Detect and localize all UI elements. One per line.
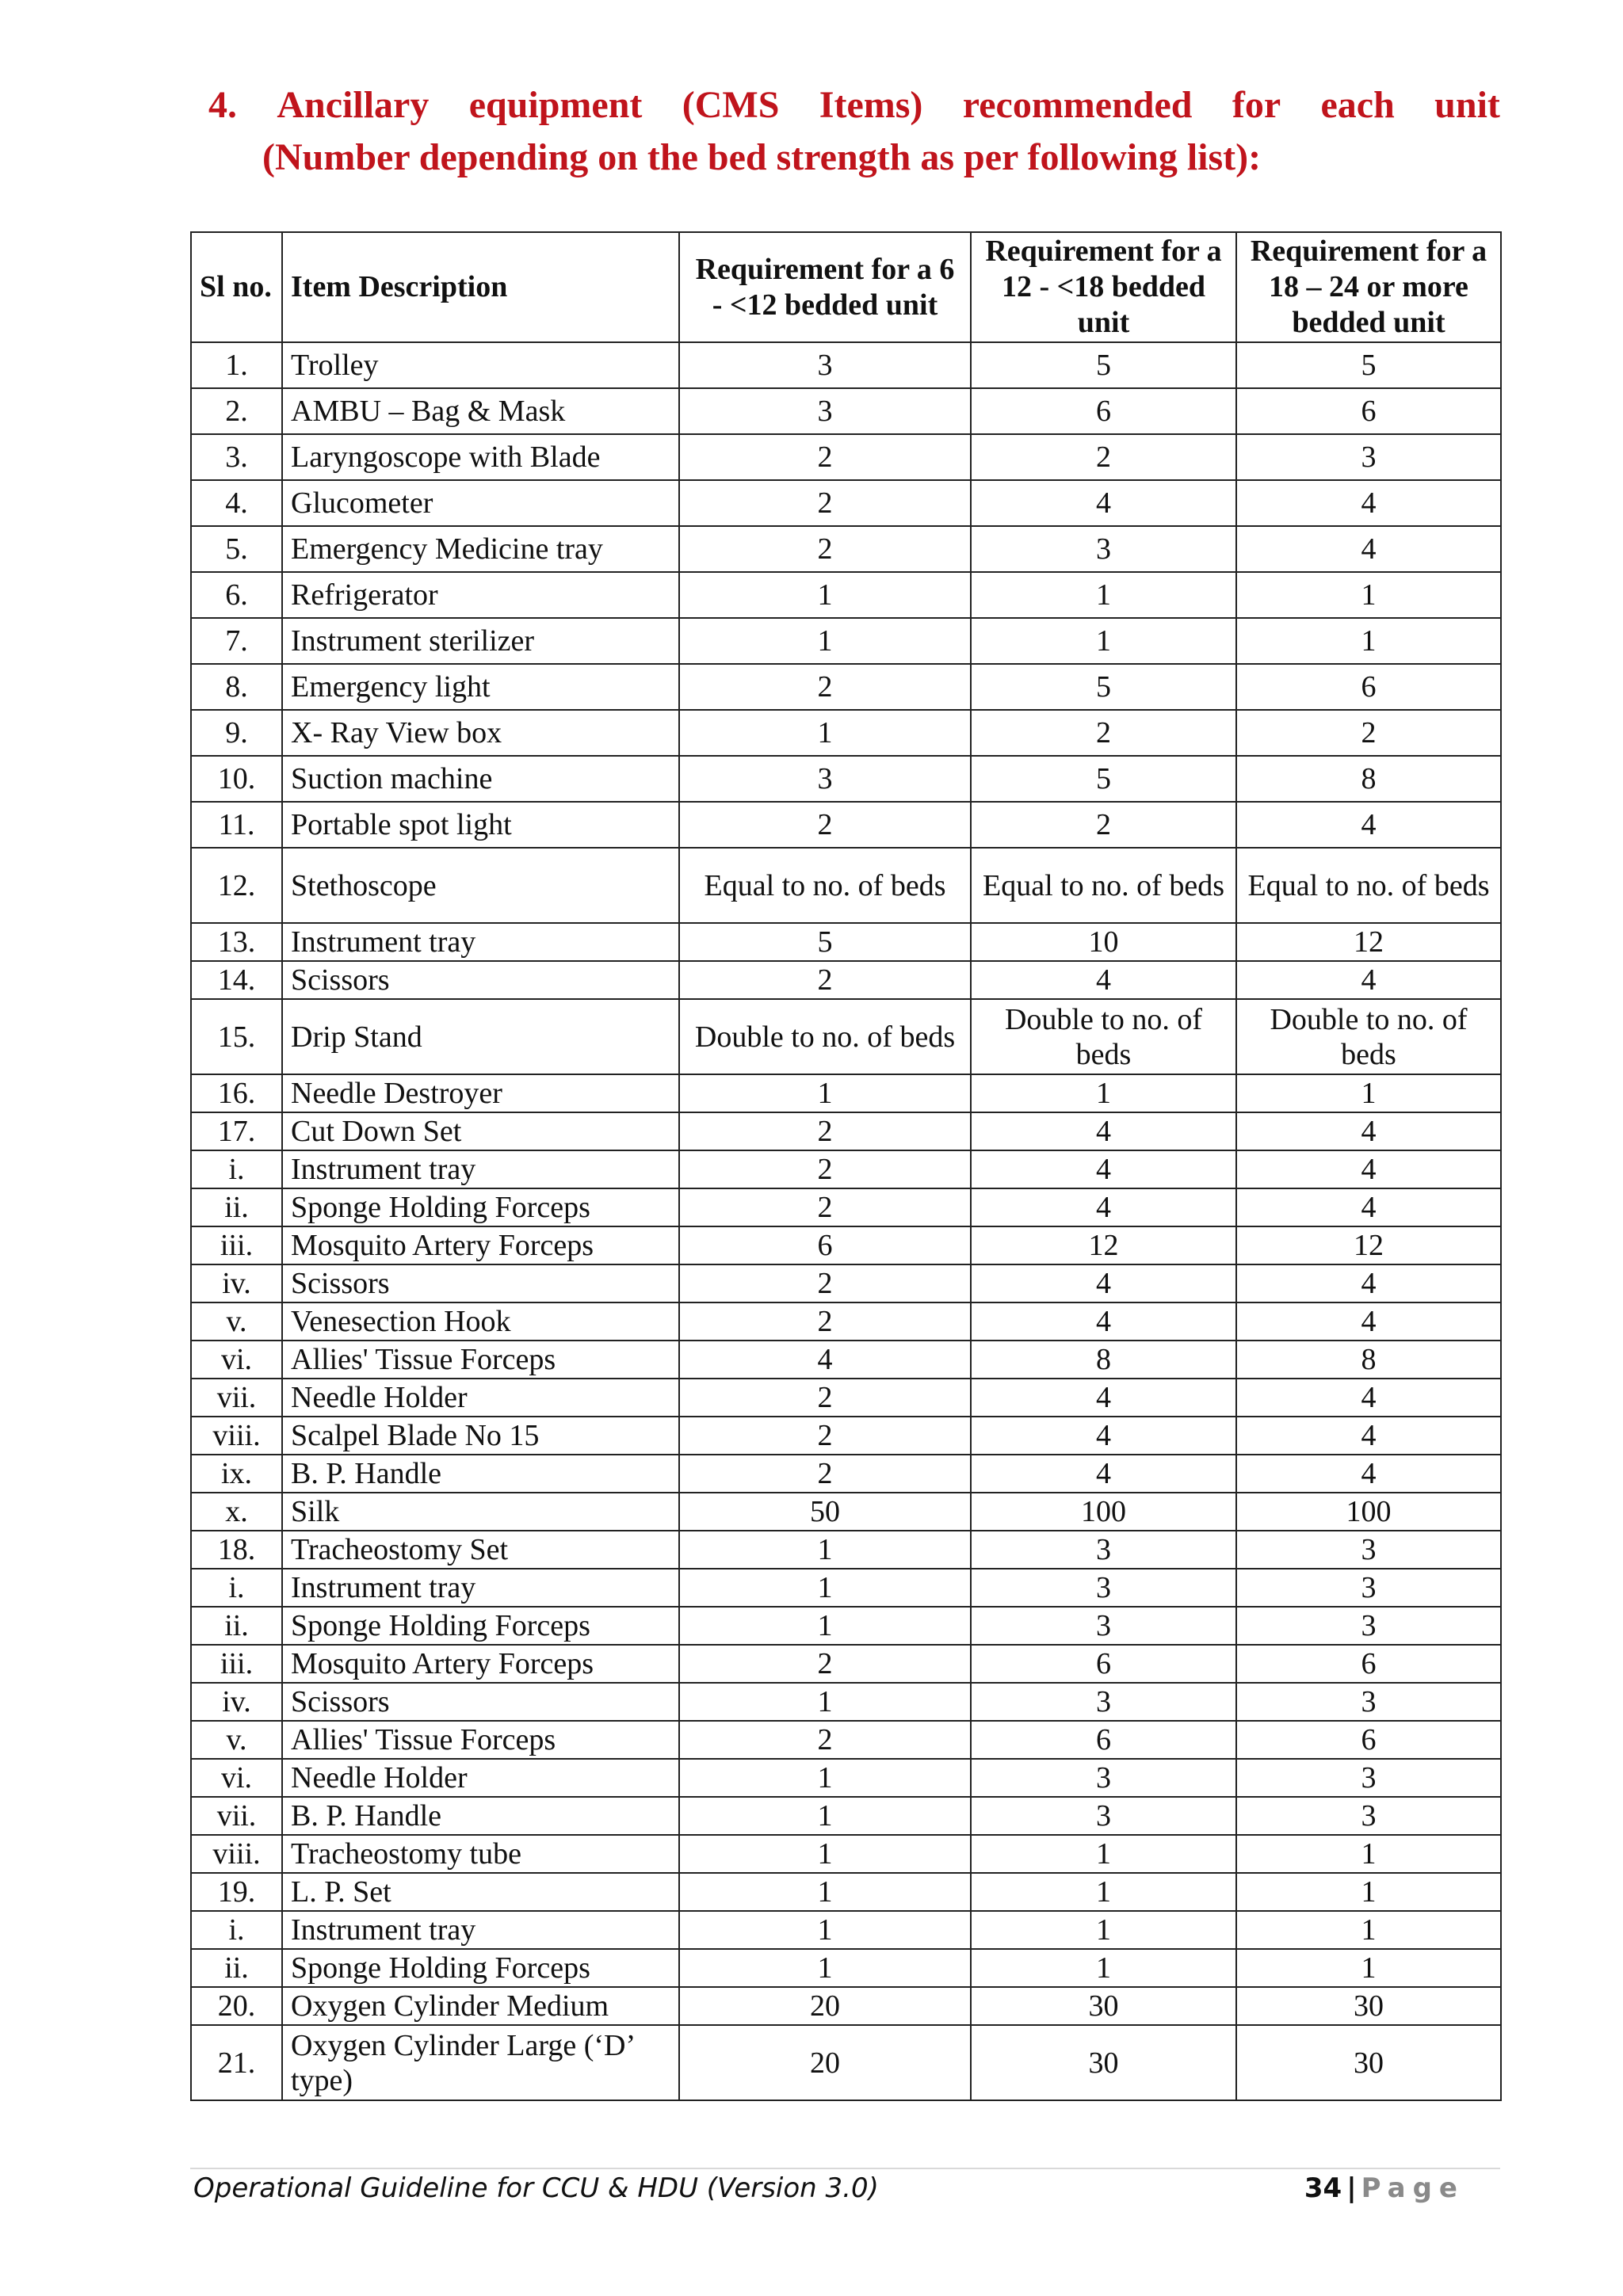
cell-req-6-12: 1 xyxy=(679,1683,971,1721)
cell-req-12-18: 2 xyxy=(971,802,1236,848)
cell-req-18-24: Equal to no. of beds xyxy=(1236,848,1501,923)
table-row xyxy=(191,1949,1501,1987)
cell-req-18-24: Double to no. of beds xyxy=(1236,999,1501,1074)
cell-req-6-12: 1 xyxy=(679,1569,971,1607)
cell-item-description: Scissors xyxy=(282,1264,679,1302)
cell-sl-no: i. xyxy=(191,1569,282,1607)
cell-req-18-24: 4 xyxy=(1236,480,1501,526)
table-row xyxy=(191,1341,1501,1379)
table-row xyxy=(191,1112,1501,1150)
cell-req-12-18: 4 xyxy=(971,1302,1236,1341)
cell-req-18-24: 1 xyxy=(1236,1074,1501,1112)
table-row xyxy=(191,1569,1501,1607)
cell-req-12-18: 5 xyxy=(971,342,1236,388)
cell-req-12-18: 1 xyxy=(971,1074,1236,1112)
header-req-6-12: Requirement for a 6 - <12 bedded unit xyxy=(679,232,971,342)
cell-sl-no: 14. xyxy=(191,961,282,999)
page-label: Page xyxy=(1361,2172,1465,2204)
table-row xyxy=(191,1987,1501,2025)
table-row xyxy=(191,1302,1501,1341)
cell-req-6-12: 5 xyxy=(679,923,971,961)
cell-req-12-18: 12 xyxy=(971,1226,1236,1264)
table-row xyxy=(191,961,1501,999)
cell-req-12-18: 6 xyxy=(971,1721,1236,1759)
cell-sl-no: 18. xyxy=(191,1531,282,1569)
cell-sl-no: i. xyxy=(191,1911,282,1949)
cell-item-description: Oxygen Cylinder Medium xyxy=(282,1987,679,2025)
cell-item-description: Oxygen Cylinder Large (‘D’ type) xyxy=(282,2025,679,2100)
cell-req-12-18: Equal to no. of beds xyxy=(971,848,1236,923)
cell-req-18-24: 8 xyxy=(1236,756,1501,802)
heading-word: unit xyxy=(1434,84,1500,126)
equipment-table xyxy=(190,231,1502,2101)
cell-req-12-18: 30 xyxy=(971,1987,1236,2025)
cell-sl-no: 11. xyxy=(191,802,282,848)
cell-sl-no: viii. xyxy=(191,1835,282,1873)
cell-req-18-24: 4 xyxy=(1236,1188,1501,1226)
header-item-description: Item Description xyxy=(282,232,679,342)
cell-req-6-12: 2 xyxy=(679,664,971,710)
cell-req-6-12: Double to no. of beds xyxy=(679,999,971,1074)
cell-req-6-12: 2 xyxy=(679,480,971,526)
table-row xyxy=(191,756,1501,802)
cell-req-18-24: 8 xyxy=(1236,1341,1501,1379)
cell-req-18-24: 2 xyxy=(1236,710,1501,756)
cell-req-18-24: 4 xyxy=(1236,1455,1501,1493)
table-header-row xyxy=(191,232,1501,342)
cell-req-12-18: 3 xyxy=(971,526,1236,572)
table-row xyxy=(191,1759,1501,1797)
cell-req-18-24: 1 xyxy=(1236,1949,1501,1987)
footer-document-title: Operational Guideline for CCU & HDU (Version 3.0) xyxy=(193,2172,879,2204)
heading-word: Items) xyxy=(819,84,923,126)
cell-sl-no: 1. xyxy=(191,342,282,388)
cell-req-12-18: Double to no. of beds xyxy=(971,999,1236,1074)
section-heading xyxy=(208,79,1500,184)
cell-sl-no: 9. xyxy=(191,710,282,756)
cell-item-description: Sponge Holding Forceps xyxy=(282,1607,679,1645)
cell-sl-no: 12. xyxy=(191,848,282,923)
heading-word: recommended xyxy=(962,84,1193,126)
table-row xyxy=(191,388,1501,434)
cell-req-12-18: 1 xyxy=(971,1835,1236,1873)
cell-item-description: Mosquito Artery Forceps xyxy=(282,1645,679,1683)
cell-item-description: Instrument tray xyxy=(282,1569,679,1607)
table-row xyxy=(191,480,1501,526)
table-row xyxy=(191,664,1501,710)
cell-req-18-24: 3 xyxy=(1236,1759,1501,1797)
table-row xyxy=(191,434,1501,480)
cell-req-18-24: 12 xyxy=(1236,1226,1501,1264)
cell-req-18-24: 30 xyxy=(1236,1987,1501,2025)
cell-req-18-24: 4 xyxy=(1236,1150,1501,1188)
cell-req-18-24: 3 xyxy=(1236,1797,1501,1835)
heading-word: equipment xyxy=(468,84,643,126)
cell-item-description: Scissors xyxy=(282,1683,679,1721)
cell-sl-no: iii. xyxy=(191,1226,282,1264)
cell-req-12-18: 1 xyxy=(971,1949,1236,1987)
cell-req-6-12: 2 xyxy=(679,1721,971,1759)
cell-req-18-24: 1 xyxy=(1236,1835,1501,1873)
cell-item-description: Portable spot light xyxy=(282,802,679,848)
table-row xyxy=(191,1911,1501,1949)
cell-item-description: Tracheostomy tube xyxy=(282,1835,679,1873)
cell-sl-no: 4. xyxy=(191,480,282,526)
cell-req-18-24: 1 xyxy=(1236,572,1501,618)
table-row xyxy=(191,710,1501,756)
cell-req-18-24: 3 xyxy=(1236,434,1501,480)
cell-sl-no: x. xyxy=(191,1493,282,1531)
table-row xyxy=(191,1531,1501,1569)
cell-req-18-24: 6 xyxy=(1236,388,1501,434)
cell-sl-no: 5. xyxy=(191,526,282,572)
cell-item-description: Needle Holder xyxy=(282,1759,679,1797)
cell-req-12-18: 2 xyxy=(971,434,1236,480)
cell-req-18-24: 12 xyxy=(1236,923,1501,961)
table-row xyxy=(191,1379,1501,1417)
table-row xyxy=(191,1683,1501,1721)
cell-item-description: Allies' Tissue Forceps xyxy=(282,1721,679,1759)
cell-req-18-24: 4 xyxy=(1236,526,1501,572)
cell-req-12-18: 4 xyxy=(971,1188,1236,1226)
table-row xyxy=(191,1455,1501,1493)
cell-item-description: Venesection Hook xyxy=(282,1302,679,1341)
cell-sl-no: 8. xyxy=(191,664,282,710)
table-row xyxy=(191,923,1501,961)
cell-req-18-24: 4 xyxy=(1236,802,1501,848)
cell-req-6-12: 1 xyxy=(679,1531,971,1569)
cell-req-12-18: 3 xyxy=(971,1607,1236,1645)
cell-item-description: AMBU – Bag & Mask xyxy=(282,388,679,434)
heading-word: each xyxy=(1320,84,1395,126)
cell-sl-no: 3. xyxy=(191,434,282,480)
cell-item-description: Sponge Holding Forceps xyxy=(282,1188,679,1226)
cell-req-12-18: 3 xyxy=(971,1797,1236,1835)
cell-req-18-24: 4 xyxy=(1236,1379,1501,1417)
cell-req-6-12: 1 xyxy=(679,1873,971,1911)
cell-item-description: Instrument tray xyxy=(282,923,679,961)
cell-req-6-12: 1 xyxy=(679,1607,971,1645)
table-row xyxy=(191,1226,1501,1264)
cell-sl-no: iii. xyxy=(191,1645,282,1683)
cell-item-description: Glucometer xyxy=(282,480,679,526)
cell-item-description: Cut Down Set xyxy=(282,1112,679,1150)
cell-item-description: Trolley xyxy=(282,342,679,388)
cell-req-6-12: 2 xyxy=(679,1112,971,1150)
cell-sl-no: vi. xyxy=(191,1759,282,1797)
page-separator: | xyxy=(1346,2172,1357,2204)
cell-item-description: X- Ray View box xyxy=(282,710,679,756)
cell-req-12-18: 1 xyxy=(971,572,1236,618)
cell-sl-no: viii. xyxy=(191,1417,282,1455)
cell-sl-no: 2. xyxy=(191,388,282,434)
cell-req-6-12: 1 xyxy=(679,618,971,664)
table-row xyxy=(191,526,1501,572)
cell-req-6-12: 20 xyxy=(679,1987,971,2025)
cell-req-6-12: 3 xyxy=(679,388,971,434)
page-number: 34 xyxy=(1304,2172,1342,2204)
cell-sl-no: vi. xyxy=(191,1341,282,1379)
cell-req-12-18: 2 xyxy=(971,710,1236,756)
cell-sl-no: 13. xyxy=(191,923,282,961)
cell-item-description: Mosquito Artery Forceps xyxy=(282,1226,679,1264)
cell-item-description: Emergency light xyxy=(282,664,679,710)
cell-req-12-18: 8 xyxy=(971,1341,1236,1379)
cell-item-description: Sponge Holding Forceps xyxy=(282,1949,679,1987)
cell-item-description: Scalpel Blade No 15 xyxy=(282,1417,679,1455)
cell-req-12-18: 4 xyxy=(971,1150,1236,1188)
section-heading-line1 xyxy=(208,79,1500,132)
cell-req-6-12: 2 xyxy=(679,961,971,999)
cell-req-12-18: 4 xyxy=(971,1379,1236,1417)
cell-req-18-24: 4 xyxy=(1236,1112,1501,1150)
footer-rule xyxy=(190,2168,1500,2169)
cell-req-18-24: 4 xyxy=(1236,1264,1501,1302)
cell-req-6-12: 50 xyxy=(679,1493,971,1531)
cell-req-6-12: 2 xyxy=(679,526,971,572)
cell-req-12-18: 3 xyxy=(971,1569,1236,1607)
cell-sl-no: 21. xyxy=(191,2025,282,2100)
cell-sl-no: i. xyxy=(191,1150,282,1188)
cell-req-12-18: 4 xyxy=(971,1264,1236,1302)
cell-req-12-18: 4 xyxy=(971,480,1236,526)
cell-req-18-24: 1 xyxy=(1236,618,1501,664)
table-row xyxy=(191,1835,1501,1873)
table-row xyxy=(191,1074,1501,1112)
cell-item-description: Needle Holder xyxy=(282,1379,679,1417)
cell-req-18-24: 1 xyxy=(1236,1911,1501,1949)
cell-req-12-18: 4 xyxy=(971,961,1236,999)
table-row xyxy=(191,2025,1501,2100)
cell-item-description: Suction machine xyxy=(282,756,679,802)
cell-req-12-18: 1 xyxy=(971,1911,1236,1949)
cell-req-6-12: 4 xyxy=(679,1341,971,1379)
cell-req-12-18: 6 xyxy=(971,388,1236,434)
cell-item-description: Tracheostomy Set xyxy=(282,1531,679,1569)
cell-req-6-12: 6 xyxy=(679,1226,971,1264)
cell-req-6-12: 1 xyxy=(679,572,971,618)
cell-req-18-24: 3 xyxy=(1236,1683,1501,1721)
cell-req-6-12: 2 xyxy=(679,1417,971,1455)
table-row xyxy=(191,618,1501,664)
cell-req-6-12: 1 xyxy=(679,1835,971,1873)
cell-req-18-24: 4 xyxy=(1236,1417,1501,1455)
cell-item-description: Instrument tray xyxy=(282,1150,679,1188)
table-row xyxy=(191,999,1501,1074)
cell-item-description: Instrument sterilizer xyxy=(282,618,679,664)
cell-sl-no: ii. xyxy=(191,1949,282,1987)
table-row xyxy=(191,848,1501,923)
cell-item-description: Stethoscope xyxy=(282,848,679,923)
cell-req-18-24: 100 xyxy=(1236,1493,1501,1531)
cell-item-description: Scissors xyxy=(282,961,679,999)
cell-item-description: B. P. Handle xyxy=(282,1455,679,1493)
cell-req-6-12: 1 xyxy=(679,1911,971,1949)
cell-req-12-18: 10 xyxy=(971,923,1236,961)
cell-item-description: B. P. Handle xyxy=(282,1797,679,1835)
cell-item-description: Silk xyxy=(282,1493,679,1531)
header-req-12-18: Requirement for a 12 - <18 bedded unit xyxy=(971,232,1236,342)
cell-sl-no: 19. xyxy=(191,1873,282,1911)
cell-req-12-18: 1 xyxy=(971,618,1236,664)
cell-item-description: Instrument tray xyxy=(282,1911,679,1949)
cell-sl-no: v. xyxy=(191,1302,282,1341)
cell-sl-no: 17. xyxy=(191,1112,282,1150)
cell-sl-no: iv. xyxy=(191,1264,282,1302)
cell-req-18-24: 1 xyxy=(1236,1873,1501,1911)
cell-req-6-12: 2 xyxy=(679,1645,971,1683)
footer-page-info xyxy=(1304,2172,1465,2204)
cell-item-description: Allies' Tissue Forceps xyxy=(282,1341,679,1379)
cell-req-12-18: 5 xyxy=(971,664,1236,710)
cell-req-6-12: 2 xyxy=(679,1455,971,1493)
cell-req-6-12: 2 xyxy=(679,1264,971,1302)
cell-req-6-12: 2 xyxy=(679,1302,971,1341)
cell-req-6-12: 1 xyxy=(679,1759,971,1797)
cell-req-18-24: 6 xyxy=(1236,1645,1501,1683)
cell-req-18-24: 4 xyxy=(1236,1302,1501,1341)
table-row xyxy=(191,1264,1501,1302)
cell-req-18-24: 5 xyxy=(1236,342,1501,388)
cell-req-12-18: 3 xyxy=(971,1531,1236,1569)
table-row xyxy=(191,1645,1501,1683)
cell-req-6-12: Equal to no. of beds xyxy=(679,848,971,923)
heading-word: for xyxy=(1232,84,1281,126)
cell-sl-no: ix. xyxy=(191,1455,282,1493)
heading-word: (CMS xyxy=(682,84,780,126)
cell-sl-no: 20. xyxy=(191,1987,282,2025)
header-req-18-24: Requirement for a 18 – 24 or more bedded unit xyxy=(1236,232,1501,342)
cell-req-12-18: 5 xyxy=(971,756,1236,802)
cell-req-18-24: 4 xyxy=(1236,961,1501,999)
cell-req-12-18: 3 xyxy=(971,1683,1236,1721)
cell-req-18-24: 3 xyxy=(1236,1569,1501,1607)
cell-sl-no: iv. xyxy=(191,1683,282,1721)
cell-item-description: L. P. Set xyxy=(282,1873,679,1911)
cell-req-18-24: 30 xyxy=(1236,2025,1501,2100)
cell-sl-no: 6. xyxy=(191,572,282,618)
table-row xyxy=(191,1188,1501,1226)
cell-req-18-24: 3 xyxy=(1236,1607,1501,1645)
cell-req-6-12: 2 xyxy=(679,434,971,480)
cell-item-description: Laryngoscope with Blade xyxy=(282,434,679,480)
cell-item-description: Refrigerator xyxy=(282,572,679,618)
cell-req-18-24: 6 xyxy=(1236,1721,1501,1759)
cell-sl-no: vii. xyxy=(191,1797,282,1835)
cell-req-12-18: 4 xyxy=(971,1417,1236,1455)
cell-sl-no: v. xyxy=(191,1721,282,1759)
table-body xyxy=(191,342,1501,2100)
cell-req-12-18: 4 xyxy=(971,1112,1236,1150)
table-row xyxy=(191,1873,1501,1911)
cell-req-6-12: 2 xyxy=(679,1150,971,1188)
cell-req-6-12: 20 xyxy=(679,2025,971,2100)
cell-req-6-12: 3 xyxy=(679,342,971,388)
cell-sl-no: vii. xyxy=(191,1379,282,1417)
table-row xyxy=(191,802,1501,848)
cell-req-12-18: 30 xyxy=(971,2025,1236,2100)
cell-req-6-12: 3 xyxy=(679,756,971,802)
table-row xyxy=(191,1721,1501,1759)
table-row xyxy=(191,572,1501,618)
table-row xyxy=(191,1607,1501,1645)
table-row xyxy=(191,342,1501,388)
cell-item-description: Needle Destroyer xyxy=(282,1074,679,1112)
cell-sl-no: 15. xyxy=(191,999,282,1074)
cell-sl-no: 7. xyxy=(191,618,282,664)
cell-req-6-12: 1 xyxy=(679,1949,971,1987)
cell-req-12-18: 4 xyxy=(971,1455,1236,1493)
cell-req-12-18: 6 xyxy=(971,1645,1236,1683)
table-row xyxy=(191,1417,1501,1455)
cell-item-description: Drip Stand xyxy=(282,999,679,1074)
cell-req-6-12: 2 xyxy=(679,802,971,848)
cell-sl-no: 16. xyxy=(191,1074,282,1112)
cell-req-6-12: 1 xyxy=(679,1797,971,1835)
table-row xyxy=(191,1493,1501,1531)
cell-req-12-18: 1 xyxy=(971,1873,1236,1911)
cell-item-description: Emergency Medicine tray xyxy=(282,526,679,572)
cell-req-6-12: 2 xyxy=(679,1379,971,1417)
cell-sl-no: ii. xyxy=(191,1188,282,1226)
cell-req-6-12: 1 xyxy=(679,710,971,756)
cell-req-6-12: 2 xyxy=(679,1188,971,1226)
cell-sl-no: 10. xyxy=(191,756,282,802)
table-row xyxy=(191,1797,1501,1835)
cell-req-12-18: 3 xyxy=(971,1759,1236,1797)
cell-sl-no: ii. xyxy=(191,1607,282,1645)
section-number: 4. xyxy=(208,84,237,126)
cell-req-18-24: 6 xyxy=(1236,664,1501,710)
section-heading-line2: (Number depending on the bed strength as per following list): xyxy=(262,136,1262,178)
heading-word: Ancillary xyxy=(277,84,430,126)
table-row xyxy=(191,1150,1501,1188)
header-sl-no: Sl no. xyxy=(191,232,282,342)
cell-req-18-24: 3 xyxy=(1236,1531,1501,1569)
cell-req-12-18: 100 xyxy=(971,1493,1236,1531)
cell-req-6-12: 1 xyxy=(679,1074,971,1112)
